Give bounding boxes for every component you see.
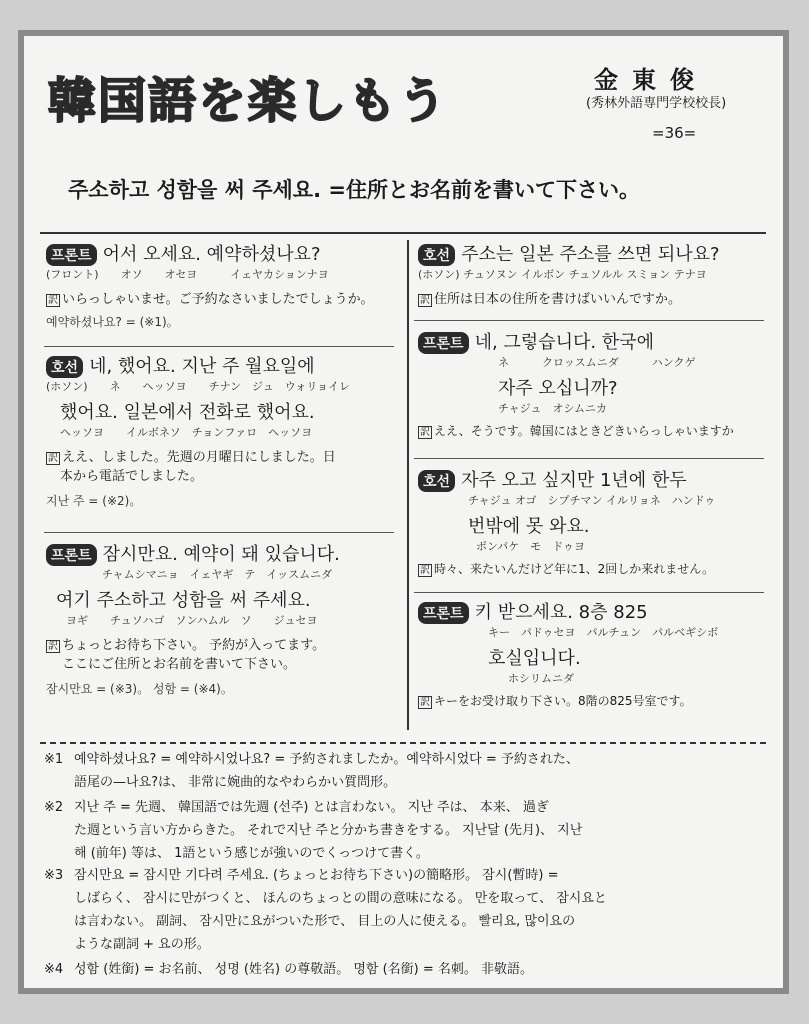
speaker-badge: 호선 bbox=[418, 244, 455, 266]
speaker-badge: 프론트 bbox=[418, 332, 469, 354]
note-2 bbox=[44, 796, 764, 865]
author-title: (秀林外語専門学校校長) bbox=[586, 96, 727, 111]
korean-line: 했어요. 일본에서 전화로 했어요. bbox=[60, 402, 315, 423]
speaker-badge: 프론트 bbox=[46, 244, 97, 266]
translation-mark: 訳 bbox=[420, 427, 430, 438]
korean-line: 번밖에 못 와요. bbox=[468, 516, 590, 537]
note-text: は言わない。 副詞、 잠시만に요がついた形で、 目上の人に使える。 빨리요, 많이요の bbox=[74, 914, 576, 929]
column-divider bbox=[407, 240, 409, 730]
korean-line: 네, 그렇습니다. 한국에 bbox=[474, 332, 654, 353]
dialogue-3 bbox=[46, 540, 340, 697]
note-text: 잠시만요 = 잠시만 기다려 주세요. (ちょっとお待ち下さい)の簡略形。 잠시(暫時) = bbox=[74, 868, 559, 883]
japanese-translation: 住所は日本の住所を書けばいいんですか。 bbox=[434, 292, 682, 307]
translation-mark: 訳 bbox=[48, 295, 58, 306]
kana-reading: ポンパケ モ ドゥヨ bbox=[476, 540, 585, 553]
note-text: た週という言い方からきた。 それで지난 주と分かち書きをする。 지난달 (先月)、 지난 bbox=[74, 823, 583, 838]
lesson-headline: 주소하고 성함을 써 주세요. =住所とお名前を書いて下さい。 bbox=[68, 178, 640, 202]
kana-reading: チャジュ オシムニカ bbox=[498, 402, 608, 415]
kana-reading: チャムシマニョ イェヤギ テ イッスムニダ bbox=[102, 568, 333, 581]
note-mark: ※3 bbox=[44, 868, 64, 883]
note-text: 지난 주 = 先週、 韓国語では先週 (선주) とは言わない。 지난 주は、 本来、 過ぎ bbox=[74, 800, 549, 815]
kana-reading: キー パドゥセヨ パルチュン パルベギシボ bbox=[488, 626, 719, 639]
note-mark: ※1 bbox=[44, 752, 64, 767]
dialogue-1 bbox=[46, 240, 374, 330]
note-text: 해 (前年) 等は、 1語という感じが強いのでくっつけて書く。 bbox=[74, 846, 429, 861]
kana-reading: (ホソン) ネ ヘッソヨ チナン ジュ ウォリョイレ bbox=[46, 380, 351, 393]
japanese-translation: ええ、しました。先週の月曜日にしました。日 bbox=[62, 450, 336, 465]
speaker-badge: 프론트 bbox=[418, 602, 469, 624]
japanese-translation: いらっしゃいませ。ご予約なさいましたでしょうか。 bbox=[62, 292, 374, 307]
note-text: しばらく、 잠시に만がつくと、 ほんのちょっとの間の意味になる。 만を取って、 잠시요と bbox=[74, 891, 607, 906]
translation-mark: 訳 bbox=[420, 697, 430, 708]
dialogue-separator bbox=[44, 532, 394, 533]
dialogue-7 bbox=[418, 598, 718, 709]
kana-reading: ネ クロッスムニダ ハンクゲ bbox=[498, 356, 696, 369]
japanese-translation: ええ、そうです。韓国にはときどきいらっしゃいますか bbox=[434, 424, 734, 438]
korean-line: 네, 했어요. 지난 주 월요일에 bbox=[89, 356, 315, 377]
kana-reading: ホシリムニダ bbox=[508, 672, 574, 685]
kana-reading: ヨギ チュソハゴ ソンハムル ソ ジュセヨ bbox=[66, 614, 318, 627]
note-reference: 잠시만요 = (※3)。 성함 = (※4)。 bbox=[46, 682, 233, 696]
translation-mark: 訳 bbox=[420, 565, 430, 576]
issue-number: =36= bbox=[652, 124, 697, 142]
speaker-badge: 호선 bbox=[46, 356, 83, 378]
korean-line: 주소는 일본 주소를 쓰면 되나요? bbox=[461, 244, 720, 265]
dialogue-separator bbox=[414, 458, 764, 459]
translation-mark: 訳 bbox=[48, 641, 58, 652]
note-1 bbox=[44, 748, 764, 794]
note-mark: ※2 bbox=[44, 800, 64, 815]
author-name: 金東俊 bbox=[594, 65, 708, 94]
korean-line: 잠시만요. 예약이 돼 있습니다. bbox=[102, 544, 340, 565]
korean-line: 키 받으세요. 8층 825 bbox=[474, 602, 648, 623]
dialogue-5 bbox=[418, 328, 734, 439]
note-reference: 예약하셨나요? = (※1)。 bbox=[46, 315, 179, 329]
note-text: 성함 (姓銜) = お名前、 성명 (姓名) の尊敬語。 명함 (名銜) = 名刺。 非敬語。 bbox=[74, 962, 534, 977]
dialogue-separator bbox=[414, 592, 764, 593]
note-3 bbox=[44, 864, 764, 956]
column-title-logo: 韓国語を楽しもう bbox=[48, 73, 449, 129]
dialogue-2 bbox=[46, 352, 350, 509]
speaker-badge: 호선 bbox=[418, 470, 455, 492]
translation-mark: 訳 bbox=[48, 453, 58, 464]
kana-reading: (ホソン) チュソヌン イルボン チュソルル スミョン テナヨ bbox=[418, 268, 707, 281]
dialogue-separator bbox=[44, 346, 394, 347]
dialogue-6 bbox=[418, 466, 715, 577]
korean-line: 호실입니다. bbox=[488, 648, 581, 669]
kana-reading: ヘッソヨ イルボネソ チョンファロ ヘッソヨ bbox=[60, 426, 313, 439]
korean-line: 어서 오세요. 예약하셨나요? bbox=[102, 244, 321, 265]
korean-line: 여기 주소하고 성함을 써 주세요. bbox=[56, 590, 311, 611]
japanese-translation: 時々、来たいんだけど年に1、2回しか来れません。 bbox=[434, 562, 714, 576]
speaker-badge: 프론트 bbox=[46, 544, 97, 566]
translation-mark: 訳 bbox=[420, 295, 430, 306]
dialogue-4 bbox=[418, 240, 720, 307]
korean-line: 자주 오십니까? bbox=[498, 378, 618, 399]
japanese-translation: 本から電話でしました。 bbox=[60, 469, 204, 484]
note-reference: 지난 주 = (※2)。 bbox=[46, 494, 142, 508]
note-mark: ※4 bbox=[44, 962, 64, 977]
korean-line: 자주 오고 싶지만 1년에 한두 bbox=[461, 470, 687, 491]
note-4 bbox=[44, 958, 764, 981]
japanese-translation: ここにご住所とお名前を書いて下さい。 bbox=[62, 657, 297, 672]
dialogue-separator bbox=[414, 320, 764, 321]
note-text: 예약하셨나요? = 예약하시었나요? = 予約されましたか。예약하시었다 = 予約された、 bbox=[74, 752, 579, 767]
note-text: ような副詞 + 요の形。 bbox=[74, 937, 210, 952]
headline-divider bbox=[40, 232, 766, 234]
kana-reading: (フロント) オソ オセヨ イェヤカションナヨ bbox=[46, 268, 329, 281]
notes-divider bbox=[40, 742, 766, 744]
note-text: 語尾の—나요?は、 非常に婉曲的なやわらかい質問形。 bbox=[74, 775, 397, 790]
japanese-translation: ちょっとお待ち下さい。 予約が入ってます。 bbox=[62, 638, 326, 653]
kana-reading: チャジュ オゴ シプチマン イルリョネ ハンドゥ bbox=[468, 494, 716, 507]
japanese-translation: キーをお受け取り下さい。8階の825号室です。 bbox=[434, 694, 692, 708]
